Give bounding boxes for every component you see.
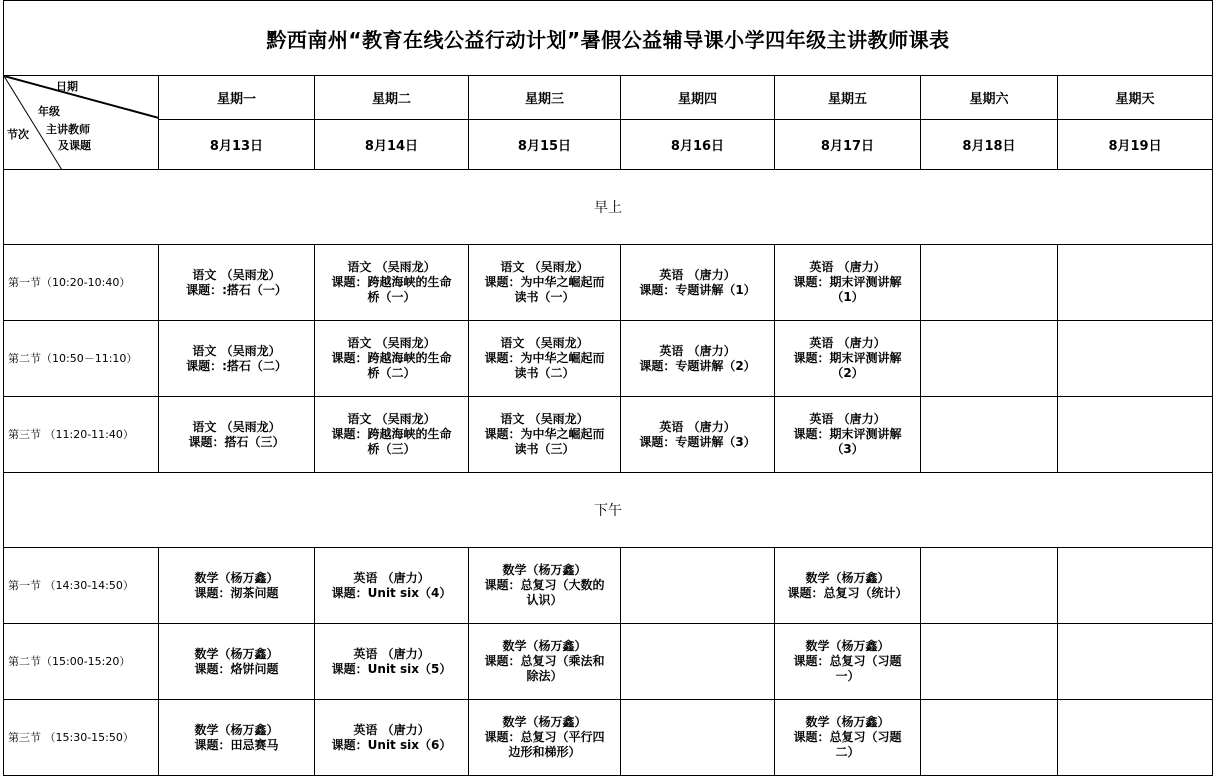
class-cell — [775, 321, 921, 397]
class-cell — [775, 700, 921, 776]
class-cell — [775, 397, 921, 473]
class-cell — [621, 700, 775, 776]
teacher-label: 英语 （唐力） — [809, 260, 886, 274]
topic-label: 一） — [835, 669, 860, 683]
class-cell — [621, 548, 775, 624]
teacher-label: 数学（杨万鑫） — [194, 722, 279, 737]
period-time: 第三节 （15:30-15:50） — [4, 700, 159, 776]
topic-label: 课题：期末评测讲解 — [793, 351, 902, 365]
class-cell — [315, 245, 469, 321]
header-corner — [4, 76, 159, 170]
topic-label: （2） — [831, 366, 864, 380]
teacher-label: 语文 （吴雨龙） — [347, 336, 436, 350]
topic-label: 课题：搭石（三） — [188, 434, 285, 449]
class-cell — [159, 397, 315, 473]
class-cell — [1058, 397, 1213, 473]
teacher-label: 数学（杨万鑫） — [194, 646, 279, 661]
period-time: 第一节（10:20-10:40） — [4, 245, 159, 321]
teacher-label: 语文 （吴雨龙） — [500, 412, 589, 426]
topic-label: 课题：烙饼问题 — [194, 661, 279, 676]
topic-label: 课题：专题讲解（3） — [639, 434, 756, 449]
topic-label: 课题：总复习（习题 — [793, 654, 902, 668]
day-header: 星期六 — [921, 76, 1058, 120]
teacher-label: 数学（杨万鑫） — [502, 639, 587, 653]
class-cell — [315, 624, 469, 700]
topic-label: 课题：跨越海峡的生命 — [331, 275, 452, 289]
class-cell — [469, 548, 621, 624]
teacher-label: 数学（杨万鑫） — [502, 715, 587, 729]
class-cell — [469, 245, 621, 321]
topic-label: 课题：总复习（习题 — [793, 730, 902, 744]
topic-label: 读书（一） — [514, 290, 575, 304]
topic-label: 课题：为中华之崛起而 — [484, 351, 605, 365]
class-cell — [469, 700, 621, 776]
class-cell — [159, 321, 315, 397]
date-header: 8月17日 — [775, 120, 921, 170]
class-cell — [621, 245, 775, 321]
topic-label: 课题：沏茶问题 — [194, 585, 279, 600]
teacher-label: 英语 （唐力） — [353, 646, 430, 661]
day-header: 星期二 — [315, 76, 469, 120]
class-cell — [921, 700, 1058, 776]
class-cell — [775, 245, 921, 321]
class-cell — [1058, 321, 1213, 397]
teacher-label: 语文 （吴雨龙） — [192, 267, 281, 282]
class-cell — [775, 624, 921, 700]
topic-label: 课题：Unit six（5） — [331, 661, 452, 676]
schedule-row — [4, 548, 1213, 624]
corner-topic-label: 及课题 — [58, 139, 91, 152]
topic-label: 课题：总复习（乘法和 — [484, 654, 605, 668]
teacher-label: 语文 （吴雨龙） — [500, 260, 589, 274]
period-time: 第二节（15:00-15:20） — [4, 624, 159, 700]
teacher-label: 英语 （唐力） — [353, 570, 430, 585]
topic-label: 课题：田忌赛马 — [194, 737, 279, 752]
corner-grade-label: 年级 — [38, 105, 60, 118]
topic-label: （1） — [831, 290, 864, 304]
date-header: 8月19日 — [1058, 120, 1213, 170]
class-cell — [621, 397, 775, 473]
topic-label: 课题：:搭石（一） — [186, 282, 287, 297]
class-cell — [621, 321, 775, 397]
date-header: 8月18日 — [921, 120, 1058, 170]
teacher-label: 英语 （唐力） — [659, 267, 736, 282]
topic-label: 读书（三） — [514, 442, 575, 456]
teacher-label: 英语 （唐力） — [809, 336, 886, 350]
morning-section-label: 早上 — [4, 170, 1213, 245]
class-cell — [921, 321, 1058, 397]
day-header: 星期天 — [1058, 76, 1213, 120]
teacher-label: 数学（杨万鑫） — [805, 639, 890, 653]
class-cell — [159, 700, 315, 776]
page-title: 黔西南州“教育在线公益行动计划”暑假公益辅导课小学四年级主讲教师课表 — [4, 1, 1213, 76]
date-header: 8月14日 — [315, 120, 469, 170]
topic-label: 课题：期末评测讲解 — [793, 275, 902, 289]
topic-label: 课题：跨越海峡的生命 — [331, 351, 452, 365]
class-cell — [315, 321, 469, 397]
date-header: 8月15日 — [469, 120, 621, 170]
topic-label: 边形和梯形） — [508, 745, 581, 759]
teacher-label: 数学（杨万鑫） — [805, 570, 890, 585]
topic-label: 课题：专题讲解（2） — [639, 358, 756, 373]
class-cell — [621, 624, 775, 700]
schedule-row — [4, 245, 1213, 321]
class-cell — [159, 245, 315, 321]
period-time: 第一节 （14:30-14:50） — [4, 548, 159, 624]
topic-label: 认识） — [526, 593, 563, 607]
topic-label: 除法） — [526, 669, 563, 683]
schedule-row — [4, 624, 1213, 700]
class-cell — [469, 397, 621, 473]
teacher-label: 英语 （唐力） — [659, 343, 736, 358]
date-header: 8月13日 — [159, 120, 315, 170]
topic-label: 课题：总复习（统计） — [787, 585, 908, 600]
topic-label: 课题：专题讲解（1） — [639, 282, 756, 297]
teacher-label: 英语 （唐力） — [659, 419, 736, 434]
corner-teacher-label: 主讲教师 — [46, 123, 90, 136]
day-header: 星期一 — [159, 76, 315, 120]
afternoon-rows — [4, 548, 1213, 776]
class-cell — [315, 397, 469, 473]
day-header: 星期四 — [621, 76, 775, 120]
schedule-row — [4, 700, 1213, 776]
topic-label: 课题：为中华之崛起而 — [484, 427, 605, 441]
corner-period-label: 节次 — [7, 128, 29, 141]
topic-label: 桥（二） — [367, 366, 416, 380]
day-header: 星期三 — [469, 76, 621, 120]
class-cell — [775, 548, 921, 624]
class-cell — [921, 245, 1058, 321]
class-cell — [315, 548, 469, 624]
topic-label: 课题：:搭石（二） — [186, 358, 287, 373]
period-time: 第三节 （11:20-11:40） — [4, 397, 159, 473]
class-cell — [921, 548, 1058, 624]
topic-label: 课题：期末评测讲解 — [793, 427, 902, 441]
topic-label: 二） — [835, 745, 860, 759]
teacher-label: 数学（杨万鑫） — [194, 570, 279, 585]
date-header: 8月16日 — [621, 120, 775, 170]
class-cell — [315, 700, 469, 776]
topic-label: 桥（三） — [367, 442, 416, 456]
teacher-label: 语文 （吴雨龙） — [192, 419, 281, 434]
day-header: 星期五 — [775, 76, 921, 120]
topic-label: 课题：跨越海峡的生命 — [331, 427, 452, 441]
morning-rows — [4, 245, 1213, 473]
topic-label: 课题：为中华之崛起而 — [484, 275, 605, 289]
class-cell — [159, 548, 315, 624]
topic-label: 课题：总复习（大数的 — [484, 578, 605, 592]
teacher-label: 英语 （唐力） — [353, 722, 430, 737]
class-cell — [469, 321, 621, 397]
class-cell — [1058, 624, 1213, 700]
topic-label: 课题：总复习（平行四 — [484, 730, 605, 744]
topic-label: 课题：Unit six（4） — [331, 585, 452, 600]
teacher-label: 数学（杨万鑫） — [502, 563, 587, 577]
teacher-label: 语文 （吴雨龙） — [500, 336, 589, 350]
topic-label: （3） — [831, 442, 864, 456]
class-cell — [1058, 548, 1213, 624]
schedule-table — [3, 0, 1213, 776]
teacher-label: 语文 （吴雨龙） — [347, 260, 436, 274]
teacher-label: 英语 （唐力） — [809, 412, 886, 426]
teacher-label: 语文 （吴雨龙） — [192, 343, 281, 358]
topic-label: 桥（一） — [367, 290, 416, 304]
schedule-row — [4, 321, 1213, 397]
class-cell — [469, 624, 621, 700]
schedule-row — [4, 397, 1213, 473]
corner-date-label: 日期 — [56, 80, 78, 93]
class-cell — [1058, 700, 1213, 776]
class-cell — [921, 624, 1058, 700]
topic-label: 课题：Unit six（6） — [331, 737, 452, 752]
teacher-label: 数学（杨万鑫） — [805, 715, 890, 729]
topic-label: 读书（二） — [514, 366, 575, 380]
period-time: 第二节（10:50－11:10） — [4, 321, 159, 397]
teacher-label: 语文 （吴雨龙） — [347, 412, 436, 426]
afternoon-section-label: 下午 — [4, 473, 1213, 548]
class-cell — [1058, 245, 1213, 321]
class-cell — [159, 624, 315, 700]
class-cell — [921, 397, 1058, 473]
